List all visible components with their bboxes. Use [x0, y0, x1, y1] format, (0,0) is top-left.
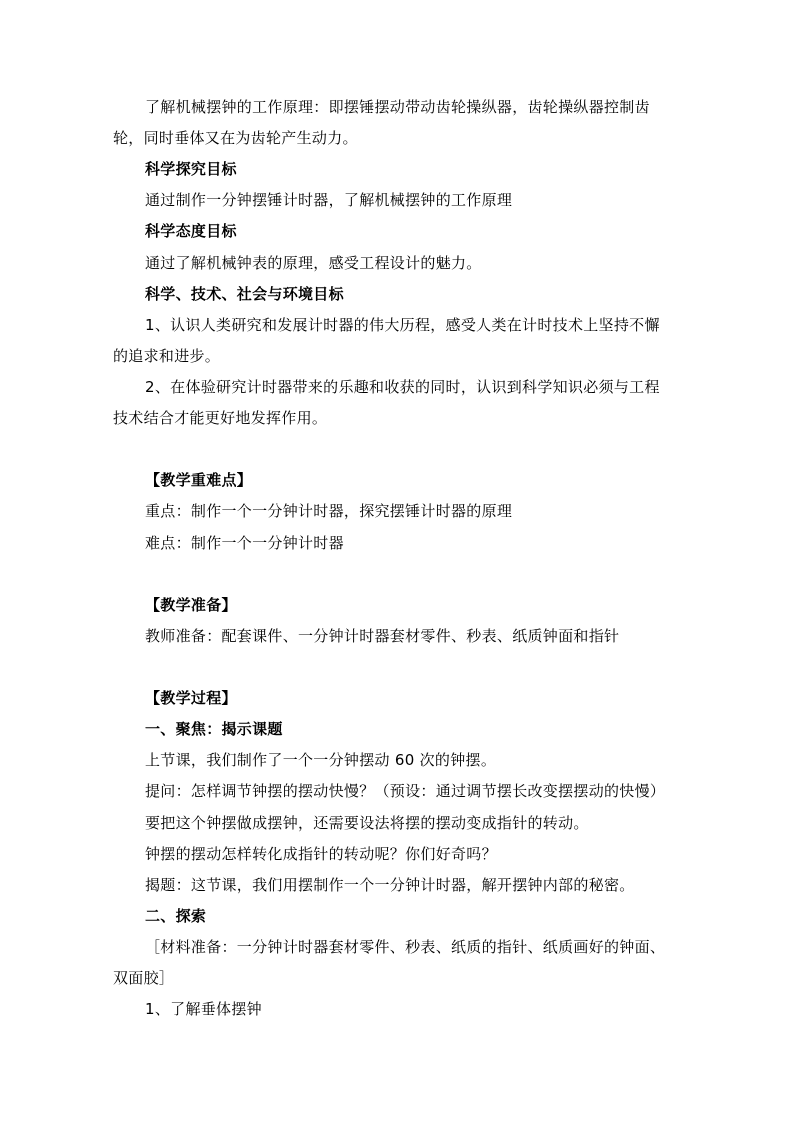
text-line: ［材料准备：一分钟计时器套材零件、秒表、纸质的指针、纸质画好的钟面、: [145, 938, 666, 956]
text-line: 揭题：这节课，我们用摆制作一个一分钟计时器，解开摆钟内部的秘密。: [145, 876, 635, 894]
section-heading: 科学、技术、社会与环境目标: [145, 285, 344, 303]
text-line: 技术结合才能更好地发挥作用。: [113, 409, 328, 427]
text-line: 上节课，我们制作了一个一分钟摆动 60 次的钟摆。: [145, 751, 497, 769]
section-heading: 【教学过程】: [145, 689, 237, 707]
text-line: 要把这个钟摆做成摆钟，还需要设法将摆的摆动变成指针的转动。: [145, 814, 589, 832]
text-line: 钟摆的摆动怎样转化成指针的转动呢？你们好奇吗？: [145, 845, 497, 863]
text-line: 的追求和进步。: [113, 347, 221, 365]
text-line: 1、了解垂体摆钟: [145, 1000, 262, 1018]
section-heading: 科学探究目标: [145, 160, 237, 178]
text-line: 通过了解机械钟表的原理，感受工程设计的魅力。: [145, 254, 482, 272]
section-heading: 二、探索: [145, 907, 207, 925]
text-line: 轮，同时垂体又在为齿轮产生动力。: [113, 129, 358, 147]
section-heading: 一、聚焦：揭示课题: [145, 720, 283, 738]
section-heading: 【教学准备】: [145, 596, 237, 614]
text-line: 难点：制作一个一分钟计时器: [145, 534, 344, 552]
text-line: 重点：制作一个一分钟计时器，探究摆锤计时器的原理: [145, 502, 513, 520]
text-line: 了解机械摆钟的工作原理：即摆锤摆动带动齿轮操纵器，齿轮操纵器控制齿: [145, 98, 650, 116]
text-line: 提问：怎样调节钟摆的摆动快慢？（预设：通过调节摆长改变摆摆动的快慢）: [145, 782, 666, 800]
text-line: 通过制作一分钟摆锤计时器，了解机械摆钟的工作原理: [145, 191, 513, 209]
text-line: 2、在体验研究计时器带来的乐趣和收获的同时，认识到科学知识必须与工程: [145, 378, 660, 396]
text-line: 1、认识人类研究和发展计时器的伟大历程，感受人类在计时技术上坚持不懈: [145, 316, 660, 334]
section-heading: 【教学重难点】: [145, 471, 253, 489]
section-heading: 科学态度目标: [145, 222, 237, 240]
text-line: 双面胶］: [113, 969, 175, 987]
text-line: 教师准备：配套课件、一分钟计时器套材零件、秒表、纸质钟面和指针: [145, 627, 620, 645]
